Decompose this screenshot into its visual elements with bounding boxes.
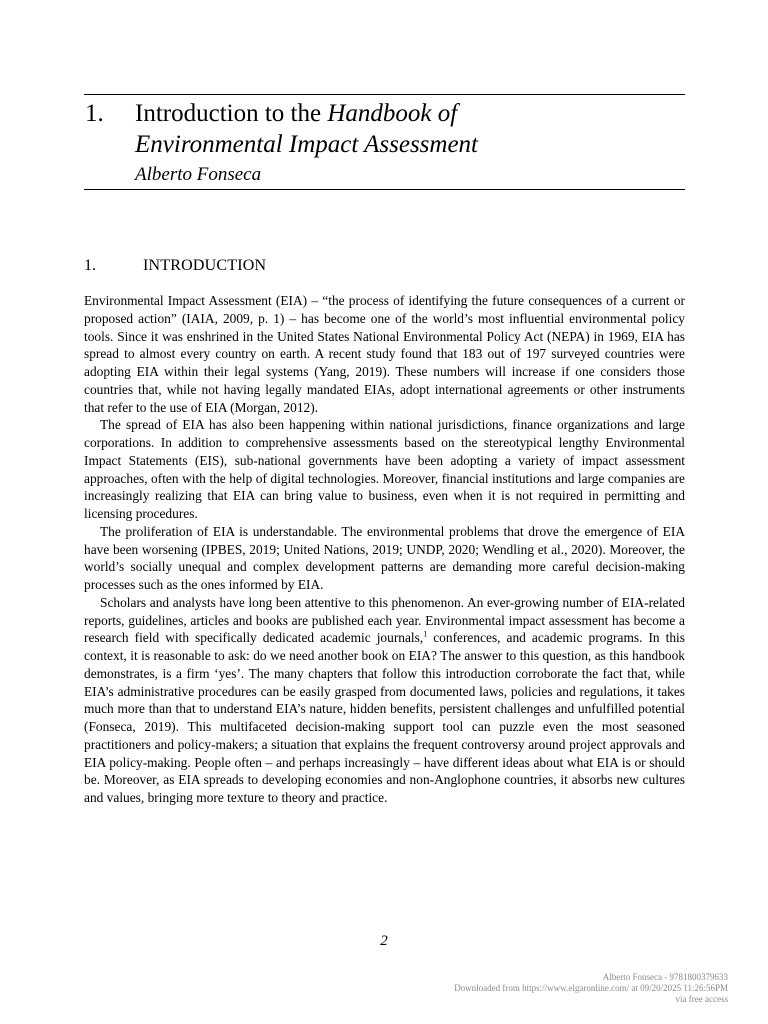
chapter-title (135, 98, 695, 160)
chapter-top-rule (84, 94, 685, 95)
body-text (84, 292, 685, 807)
chapter-bottom-rule (84, 189, 685, 190)
paragraph-1: Environmental Impact Assessment (EIA) – “the process of identifying the future consequences of a current or proposed action” (IAIA, 2009, p. 1) – has become one of the world’s most influential environmental policy tools. Since it was enshrined in the United States National Environmental Policy Act (NEPA) in 1969, EIA has spread to almost every country on earth. A recent study found that 183 out of 197 surveyed countries were adopting EIA within their legal systems (Yang, 2019). These numbers will increase if one considers those countries that, while not having legally mandated EIAs, adopt international agreements or other instruments that refer to the use of EIA (Morgan, 2012). (84, 293, 685, 415)
footer-line-3: via free access (675, 994, 728, 1004)
section-title: INTRODUCTION (143, 257, 267, 274)
chapter-title-plain: Introduction to the (135, 100, 328, 127)
chapter-number: 1. (85, 100, 104, 127)
paragraph-4-part-2: conferences, and academic programs. In this context, it is reasonable to ask: do we need another book on EIA? The answer to this question, as this handbook demonstrates, is a firm ‘yes’. The many chapters that follow this introduction corroborate the fact that, while EIA’s administrative procedures can be easily grasped from documented laws, policies and regulations, it takes much more than that to understand EIA’s nature, hidden benefits, persistent challenges and unfulfilled potential (Fonseca, 2019). This multifaceted decision-making support tool can puzzle even the most seasoned practitioners and policy-makers; a situation that explains the frequent controversy around project approvals and EIA policy-making. People often – and perhaps increasingly – have different ideas about what EIA is or should be. Moreover, as EIA spreads to developing economies and non-Anglophone countries, it absorbs new cultures and values, bringing more texture to theory and practice. (84, 630, 685, 805)
footer-line-2: Downloaded from https://www.elgaronline.com/ at 09/20/2025 11:26:56PM (454, 983, 728, 993)
chapter-title-italic-line1: Handbook of (327, 100, 458, 127)
download-footer (454, 972, 728, 1005)
section-number: 1. (84, 257, 96, 274)
page-number: 2 (380, 933, 388, 949)
paragraph-2: The spread of EIA has also been happening within national jurisdictions, finance organizations and large corporations. In addition to comprehensive assessments based on the stereotypical lengthy Environmental Impact Statements (EIS), sub-national governments have been adopting a variety of impact assessment approaches, often with the help of digital technologies. Moreover, financial institutions and large companies are increasingly realizing that EIA can bring value to business, even when it is not required in permitting and licensing procedures. (84, 417, 685, 521)
paragraph-4 (84, 594, 685, 807)
chapter-title-italic-line2: Environmental Impact Assessment (135, 131, 479, 158)
chapter-author: Alberto Fonseca (135, 164, 262, 185)
paragraph-4-part-1: Scholars and analysts have long been attentive to this phenomenon. An ever-growing number of EIA-related reports, guidelines, articles and books are published each year. Environmental impact assessment has become a research field with specifically dedicated academic journals, (84, 594, 685, 646)
footer-line-1: Alberto Fonseca - 9781800379633 (602, 972, 728, 982)
paragraph-3: The proliferation of EIA is understandable. The environmental problems that drove the emergence of EIA have been worsening (IPBES, 2019; United Nations, 2019; UNDP, 2020; Wendling et al., 2020). Moreover, the world’s socially unequal and complex development patterns are demanding more careful decision-making processes such as the ones informed by EIA. (84, 523, 685, 592)
footnote-marker[interactable]: 1 (423, 629, 428, 639)
